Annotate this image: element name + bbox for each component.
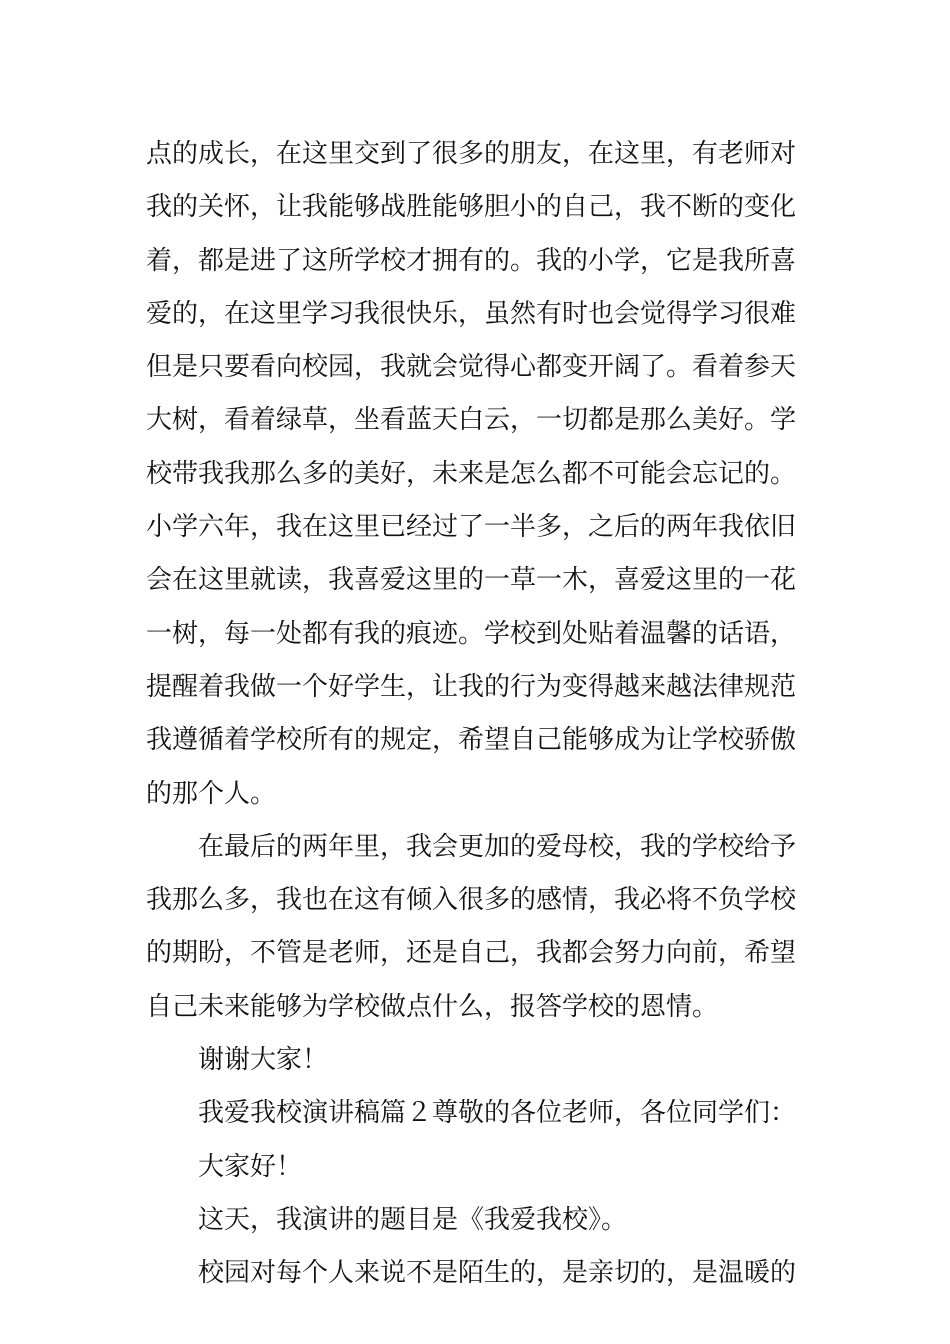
text-line: 校带我我那么多的美好，未来是怎么都不可能会忘记的。 (146, 458, 797, 489)
paragraph-start-line: 在最后的两年里，我会更加的爱母校，我的学校给予 (198, 831, 797, 862)
text-line: 会在这里就读，我喜爱这里的一草一木，喜爱这里的一花 (146, 565, 797, 596)
text-line: 我遵循着学校所有的规定，希望自己能够成为让学校骄傲 (146, 725, 797, 756)
text-line: 我的关怀，让我能够战胜能够胆小的自己，我不断的变化 (146, 192, 797, 223)
thanks-line: 谢谢大家！ (198, 1045, 329, 1076)
text-line: 但是只要看向校园，我就会觉得心都变开阔了。看着参天 (146, 352, 797, 383)
greeting-line: 大家好！ (198, 1151, 303, 1182)
text-line: 的那个人。 (146, 778, 277, 809)
paragraph-start-line: 校园对每个人来说不是陌生的，是亲切的，是温暖的 (198, 1258, 797, 1289)
speech-heading-line: 我爱我校演讲稿篇２尊敬的各位老师，各位同学们： (198, 1098, 797, 1129)
text-line: 我那么多，我也在这有倾入很多的感情，我必将不负学校 (146, 885, 797, 916)
text-line: 小学六年，我在这里已经过了一半多，之后的两年我依旧 (146, 512, 797, 543)
text-line: 的期盼，不管是老师，还是自己，我都会努力向前，希望 (146, 938, 797, 969)
text-line: 提醒着我做一个好学生，让我的行为变得越来越法律规范 (146, 671, 797, 702)
text-line: 大树，看着绿草，坐看蓝天白云，一切都是那么美好。学 (146, 405, 797, 436)
text-line: 点的成长，在这里交到了很多的朋友，在这里，有老师对 (146, 139, 797, 169)
text-line: 着，都是进了这所学校才拥有的。我的小学，它是我所喜 (146, 245, 797, 276)
text-line: 一树，每一处都有我的痕迹。学校到处贴着温馨的话语， (146, 618, 797, 649)
document-body (146, 128, 810, 1301)
text-line: 爱的，在这里学习我很快乐，虽然有时也会觉得学习很难 (146, 298, 797, 329)
topic-line: 这天，我演讲的题目是《我爱我校》。 (198, 1204, 628, 1235)
text-line: 自己未来能够为学校做点什么，报答学校的恩情。 (146, 991, 719, 1022)
